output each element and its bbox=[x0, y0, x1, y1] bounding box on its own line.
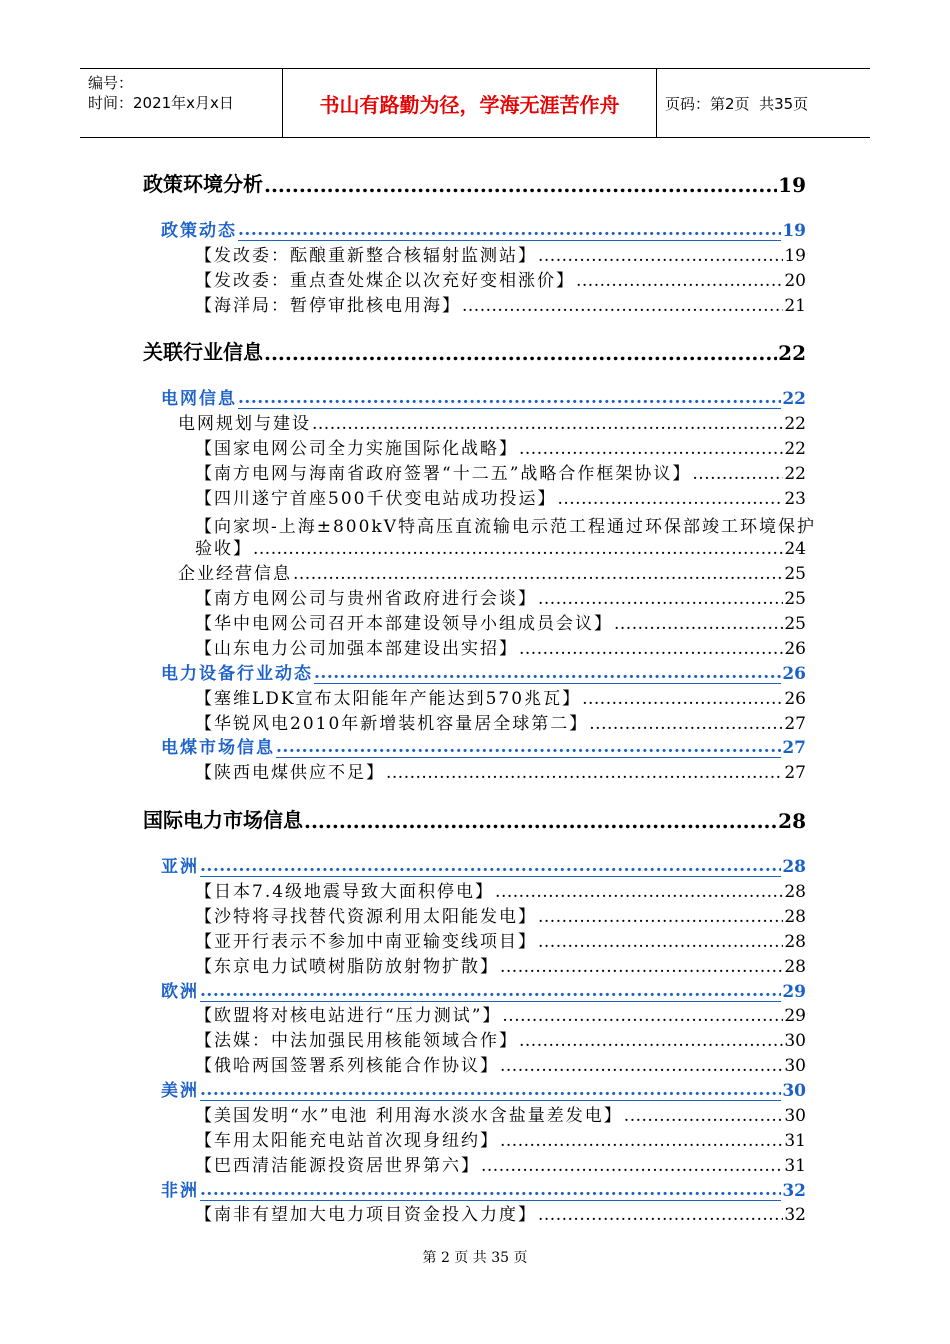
toc-entry-l4[interactable]: 【山东电力公司加强本部建设出实招】 ..... 26 bbox=[195, 637, 806, 659]
page-label: 页码：第2页 共35页 bbox=[665, 94, 809, 113]
number-label: 编号： bbox=[88, 74, 134, 92]
toc-entry-l4[interactable]: 【美国发明“水”电池 利用海水淡水含盐量差发电】 ..... 30 bbox=[195, 1104, 806, 1126]
page-header bbox=[80, 68, 870, 138]
toc-entry-l4[interactable]: 【华中电网公司召开本部建设领导小组成员会议】 ..... 25 bbox=[195, 612, 806, 634]
toc-entry-l3[interactable]: 电网规划与建设 ..... 22 bbox=[178, 412, 806, 434]
toc-entry-l1[interactable]: 关联行业信息 ..... 22 bbox=[143, 339, 806, 365]
toc-entry-l2[interactable]: 政策动态 ..... 19 bbox=[161, 219, 806, 241]
toc-entry-l4[interactable]: 【塞维LDK宣布太阳能年产能达到570兆瓦】 ..... 26 bbox=[195, 687, 806, 709]
header-motto: 书山有路勤为径，学海无涯苦作舟 bbox=[282, 69, 657, 137]
toc-entry-l4[interactable]: 【华锐风电2010年新增装机容量居全球第二】 ..... 27 bbox=[195, 712, 806, 734]
toc-entry-wrapped-line[interactable]: 【向家坝-上海±800kV特高压直流输电示范工程通过环保部竣工环境保护 bbox=[195, 517, 817, 537]
toc-entry-l4[interactable]: 【南方电网公司与贵州省政府进行会谈】 ..... 25 bbox=[195, 587, 806, 609]
time-label: 时间：2021年x月x日 bbox=[88, 94, 234, 112]
toc-entry-l2[interactable]: 美洲 ..... 30 bbox=[161, 1079, 806, 1101]
toc-entry-l4[interactable]: 【陕西电煤供应不足】 ..... 27 bbox=[195, 761, 806, 783]
toc-entry-l4[interactable]: 【俄哈两国签署系列核能合作协议】 ..... 30 bbox=[195, 1054, 806, 1076]
toc-entry-l4[interactable]: 【发改委：酝酿重新整合核辐射监测站】 ..... 19 bbox=[195, 244, 806, 266]
toc-entry-l1[interactable]: 国际电力市场信息 ..... 28 bbox=[143, 807, 806, 833]
toc-entry-l4[interactable]: 【亚开行表示不参加中南亚输变线项目】 ..... 28 bbox=[195, 930, 806, 952]
toc-entry-l2[interactable]: 非洲 ..... 32 bbox=[161, 1179, 806, 1201]
page-footer bbox=[0, 1247, 950, 1267]
toc-entry-l4[interactable]: 【东京电力试喷树脂防放射物扩散】 ..... 28 bbox=[195, 955, 806, 977]
header-page-info bbox=[655, 69, 870, 137]
toc-entry-l2[interactable]: 亚洲 ..... 28 bbox=[161, 855, 806, 877]
toc-entry-l4[interactable]: 【欧盟将对核电站进行“压力测试”】 ..... 29 bbox=[195, 1004, 806, 1026]
footer-page-number: 第 2 页 共 35 页 bbox=[422, 1250, 528, 1266]
toc-entry-l4[interactable]: 【发改委：重点查处煤企以次充好变相涨价】 ..... 20 bbox=[195, 269, 806, 291]
toc-entry-l2[interactable]: 欧洲 ..... 29 bbox=[161, 980, 806, 1002]
toc-entry-l2[interactable]: 电力设备行业动态 ..... 26 bbox=[161, 662, 806, 684]
toc-entry-l4[interactable]: 验收】 ..... 24 bbox=[195, 537, 806, 559]
toc-entry-l3[interactable]: 企业经营信息 ..... 25 bbox=[178, 562, 806, 584]
toc-entry-l4[interactable]: 【法媒：中法加强民用核能领域合作】 ..... 30 bbox=[195, 1029, 806, 1051]
toc-entry-l4[interactable]: 【车用太阳能充电站首次现身纽约】 ..... 31 bbox=[195, 1129, 806, 1151]
toc-entry-l4[interactable]: 【南方电网与海南省政府签署“十二五”战略合作框架协议】 ..... 22 bbox=[195, 462, 806, 484]
toc-entry-l4[interactable]: 【四川遂宁首座500千伏变电站成功投运】 ..... 23 bbox=[195, 487, 806, 509]
toc-entry-l4[interactable]: 【沙特将寻找替代资源利用太阳能发电】 ..... 28 bbox=[195, 905, 806, 927]
toc-entry-l4[interactable]: 【海洋局：暂停审批核电用海】 ..... 21 bbox=[195, 294, 806, 316]
toc-entry-l2[interactable]: 电煤市场信息 ..... 27 bbox=[161, 736, 806, 758]
toc-entry-l4[interactable]: 【日本7.4级地震导致大面积停电】 ..... 28 bbox=[195, 880, 806, 902]
toc-entry-l4[interactable]: 【巴西清洁能源投资居世界第六】 ..... 31 bbox=[195, 1154, 806, 1176]
toc-entry-l4[interactable]: 【南非有望加大电力项目资金投入力度】 ..... 32 bbox=[195, 1203, 806, 1225]
toc-entry-l4[interactable]: 【国家电网公司全力实施国际化战略】 ..... 22 bbox=[195, 437, 806, 459]
toc-entry-l1[interactable]: 政策环境分析 ..... 19 bbox=[143, 171, 806, 197]
header-meta bbox=[80, 69, 282, 137]
toc-entry-l2[interactable]: 电网信息 ..... 22 bbox=[161, 387, 806, 409]
